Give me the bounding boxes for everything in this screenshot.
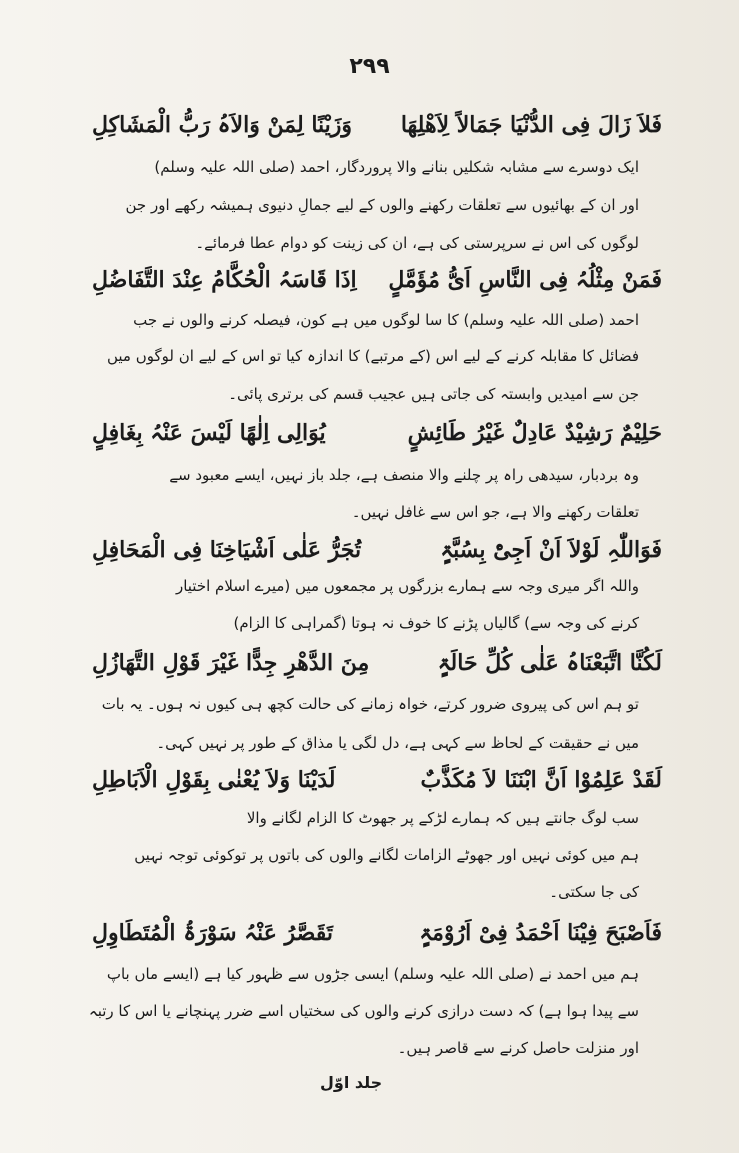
page-number: ۲۹۹ [349,54,390,79]
verse-couplet [92,767,662,793]
translation-line: واللہ اگر میری وجہ سے ہمارے بزرگوں پر مجمعوں میں (میرے اسلام اختیار [175,577,639,595]
verse-first-hemistich: حَلِیْمٌ رَشِیْدٌ عَادِلٌ غَیْرُ طَائِشٍ [407,420,662,446]
verse-first-hemistich: لَکُنَّا اتَّبَعْنَاہُ عَلٰی کُلِّ حَالَۃٍ [437,650,662,676]
verse-first-hemistich: فَاَصْبَحَ فِیْنَا اَحْمَدُ فِیْ اَرُوْمَۃٍ [419,920,662,946]
translation-line: ہم میں احمد نے (صلی اللہ علیہ وسلم) ایسی جڑوں سے ظہور کیا ہے (ایسے ماں باپ [106,965,639,983]
verse-couplet [92,650,662,676]
verse-second-hemistich: لَدَیْنَا وَلاَ یُعْنٰی بِقَوْلِ الْاَبَاطِلِ [92,767,336,793]
verse-second-hemistich: وَزَیْنًا لِمَنْ وَالاَہُ رَبُّ الْمَشَاکِلِ [92,112,353,138]
verse-second-hemistich: اِذَا قَاسَہُ الْحُکَّامُ عِنْدَ التَّفَاضُلِ [92,267,357,293]
translation-line: لوگوں کی اس نے سرپرستی کی ہے، ان کی زینت کو دوام عطا فرمائے۔ [195,234,639,252]
verse-first-hemistich: فَوَاللّٰہِ لَوْلاَ اَنْ اَجِیْٔ بِسُبَّۃٍ [440,537,662,563]
translation-line: جن سے امیدیں وابستہ کی جاتی ہیں عجیب قسم کی برتری پائی۔ [228,385,639,403]
translation-line: کرنے کی وجہ سے) گالیاں پڑنے کا خوف نہ ہوتا (گمراہی کا الزام) [233,614,639,632]
translation-line: سب لوگ جانتے ہیں کہ ہمارے لڑکے پر جھوٹ کا الزام لگانے والا [246,809,639,827]
verse-couplet [92,267,662,293]
translation-line: اور ان کے بھائیوں سے تعلقات رکھنے والوں کے لیے جمالِ دنیوی ہمیشہ رکھے اور جن [125,196,639,214]
translation-line: سے پیدا ہوا ہے) کہ دست درازی کرنے والوں کی سختیاں اسے ضرر پہنچانے یا اس کا رتبہ [88,1002,639,1020]
translation-line: ایک دوسرے سے مشابہ شکلیں بنانے والا پروردگار، احمد (صلی اللہ علیہ وسلم) [154,158,639,176]
translation-line: میں نے حقیقت کے لحاظ سے کہی ہے، دل لگی یا مذاق کے طور پر نہیں کہی۔ [156,734,639,752]
translation-line: کی جا سکتی۔ [549,883,639,901]
translation-line: احمد (صلی اللہ علیہ وسلم) کا سا لوگوں میں ہے کون، فیصلہ کرنے والوں نے جب [133,311,639,329]
verse-couplet [92,920,662,946]
verse-couplet [92,537,662,563]
translation-line: وہ بردبار، سیدھی راہ پر چلنے والا منصف ہے، جلد باز نہیں، ایسے معبود سے [169,466,639,484]
verse-second-hemistich: یُوَالِی اِلٰھًا لَیْسَ عَنْہُ بِغَافِلٍ [92,420,326,446]
translation-line: اور منزلت حاصل کرنے سے قاصر ہیں۔ [397,1039,639,1057]
verse-first-hemistich: فَلاَ زَالَ فِی الدُّنْیَا جَمَالاً لِاَھْلِھَا [400,112,662,138]
translation-line: تو ہم اس کی پیروی ضرور کرتے، خواہ زمانے کی حالت کچھ ہی کیوں نہ ہوں۔ یہ بات [101,695,639,713]
verse-couplet [92,112,662,138]
translation-line: تعلقات رکھنے والا ہے، جو اس سے غافل نہیں۔ [351,503,639,521]
verse-second-hemistich: مِنَ الدَّھْرِ جِدًّا غَیْرَ قَوْلِ التَّھَازُلِ [92,650,370,676]
verse-second-hemistich: تُجَرُّ عَلٰی اَشْیَاخِنَا فِی الْمَحَافِلِ [92,537,362,563]
verse-first-hemistich: فَمَنْ مِثْلُہُ فِی النَّاسِ اَیُّ مُؤَمَّلٍ [388,267,662,293]
volume-footer: جلد اوّل [320,1073,383,1092]
verse-second-hemistich: تَقَصَّرُ عَنْہُ سَوْرَۃُ الْمُتَطَاوِلِ [92,920,333,946]
verse-first-hemistich: لَقَدْ عَلِمُوْا اَنَّ ابْنَنَا لاَ مُکَذَّبٌ [420,767,662,793]
translation-line: فضائل کا مقابلہ کرنے کے لیے اس (کے مرتبے) کا اندازہ کیا تو اس کے لیے ان لوگوں میں [106,347,639,365]
verse-couplet [92,420,662,446]
translation-line: ہم میں کوئی نہیں اور جھوٹے الزامات لگانے والوں کی باتوں پر توکوئی توجہ نہیں [134,846,639,864]
